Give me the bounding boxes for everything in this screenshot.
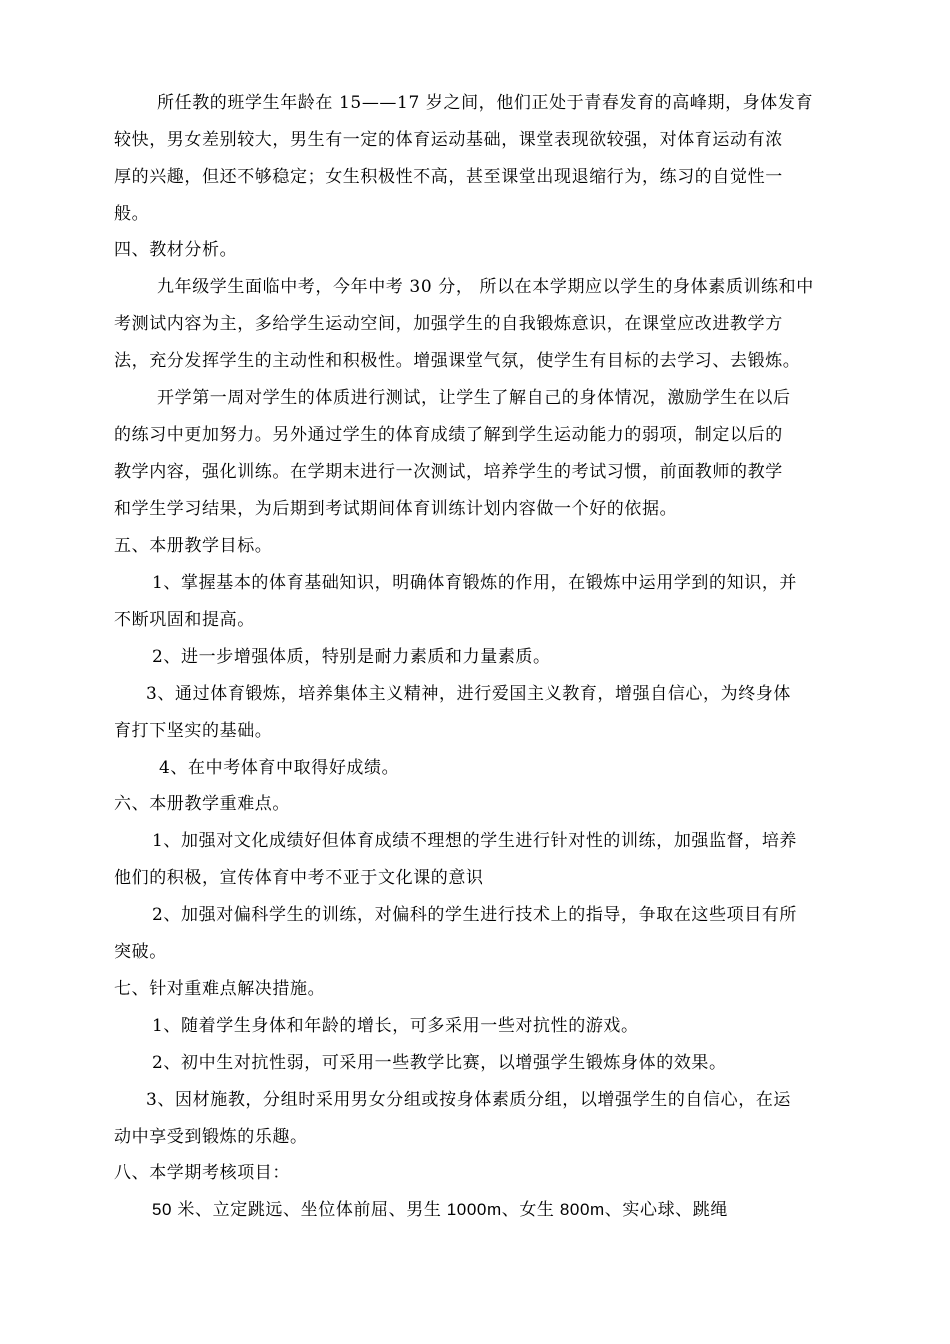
paragraph-line: 法，充分发挥学生的主动性和积极性。增强课堂气氛，使学生有目标的去学习、去锻炼。 [114,351,801,371]
list-item-line: 育打下坚实的基础。 [114,721,273,741]
list-item-line: 不断巩固和提高。 [114,610,255,630]
list-item-line: 2、初中生对抗性弱，可采用一些教学比赛，以增强学生锻炼身体的效果。 [152,1053,727,1073]
list-item-line: 1、掌握基本的体育基础知识，明确体育锻炼的作用，在锻炼中运用学到的知识，并 [152,573,798,593]
paragraph-line: 较快，男女差别较大，男生有一定的体育运动基础，课堂表现欲较强，对体育运动有浓 [114,130,783,150]
paragraph-line: 考测试内容为主，多给学生运动空间，加强学生的自我锻炼意识，在课堂应改进教学方 [114,314,783,334]
list-item-line: 2、进一步增强体质，特别是耐力素质和力量素质。 [152,647,551,667]
list-item-line: 3、通过体育锻炼，培养集体主义精神，进行爱国主义教育，增强自信心，为终身体 [146,684,792,704]
list-item-line: 1、加强对文化成绩好但体育成绩不理想的学生进行针对性的训练，加强监督，培养 [152,831,798,851]
paragraph-line: 所任教的班学生年龄在 15——17 岁之间，他们正处于青春发育的高峰期，身体发育 [157,93,814,113]
section-heading: 七、针对重难点解决措施。 [114,979,326,999]
paragraph-line: 般。 [114,204,150,224]
list-item-line: 他们的积极，宣传体育中考不亚于文化课的意识 [114,868,484,888]
paragraph-line: 教学内容，强化训练。在学期末进行一次测试，培养学生的考试习惯，前面教师的教学 [114,462,783,482]
section-heading: 六、本册教学重难点。 [114,794,290,814]
section-heading: 四、教材分析。 [114,240,238,260]
section-heading: 五、本册教学目标。 [114,536,273,556]
list-item-line: 4、在中考体育中取得好成绩。 [159,758,400,778]
list-item-line: 动中享受到锻炼的乐趣。 [114,1127,308,1147]
exam-items-line: 50 米、立定跳远、坐位体前屈、男生 1000m、女生 800m、实心球、跳绳 [152,1200,728,1219]
paragraph-line: 开学第一周对学生的体质进行测试，让学生了解自己的身体情况，激励学生在以后 [157,388,791,408]
section-heading: 八、本学期考核项目： [114,1163,290,1183]
paragraph-line: 厚的兴趣，但还不够稳定；女生积极性不高，甚至课堂出现退缩行为，练习的自觉性一 [114,167,783,187]
paragraph-line: 的练习中更加努力。另外通过学生的体育成绩了解到学生运动能力的弱项，制定以后的 [114,425,783,445]
list-item-line: 2、加强对偏科学生的训练，对偏科的学生进行技术上的指导，争取在这些项目有所 [152,905,798,925]
paragraph-line: 九年级学生面临中考，今年中考 30 分， 所以在本学期应以学生的身体素质训练和中 [157,277,814,297]
paragraph-line: 和学生学习结果，为后期到考试期间体育训练计划内容做一个好的依据。 [114,499,678,519]
list-item-line: 突破。 [114,942,167,962]
list-item-line: 1、随着学生身体和年龄的增长，可多采用一些对抗性的游戏。 [152,1016,639,1036]
list-item-line: 3、因材施教，分组时采用男女分组或按身体素质分组，以增强学生的自信心，在运 [146,1090,792,1110]
